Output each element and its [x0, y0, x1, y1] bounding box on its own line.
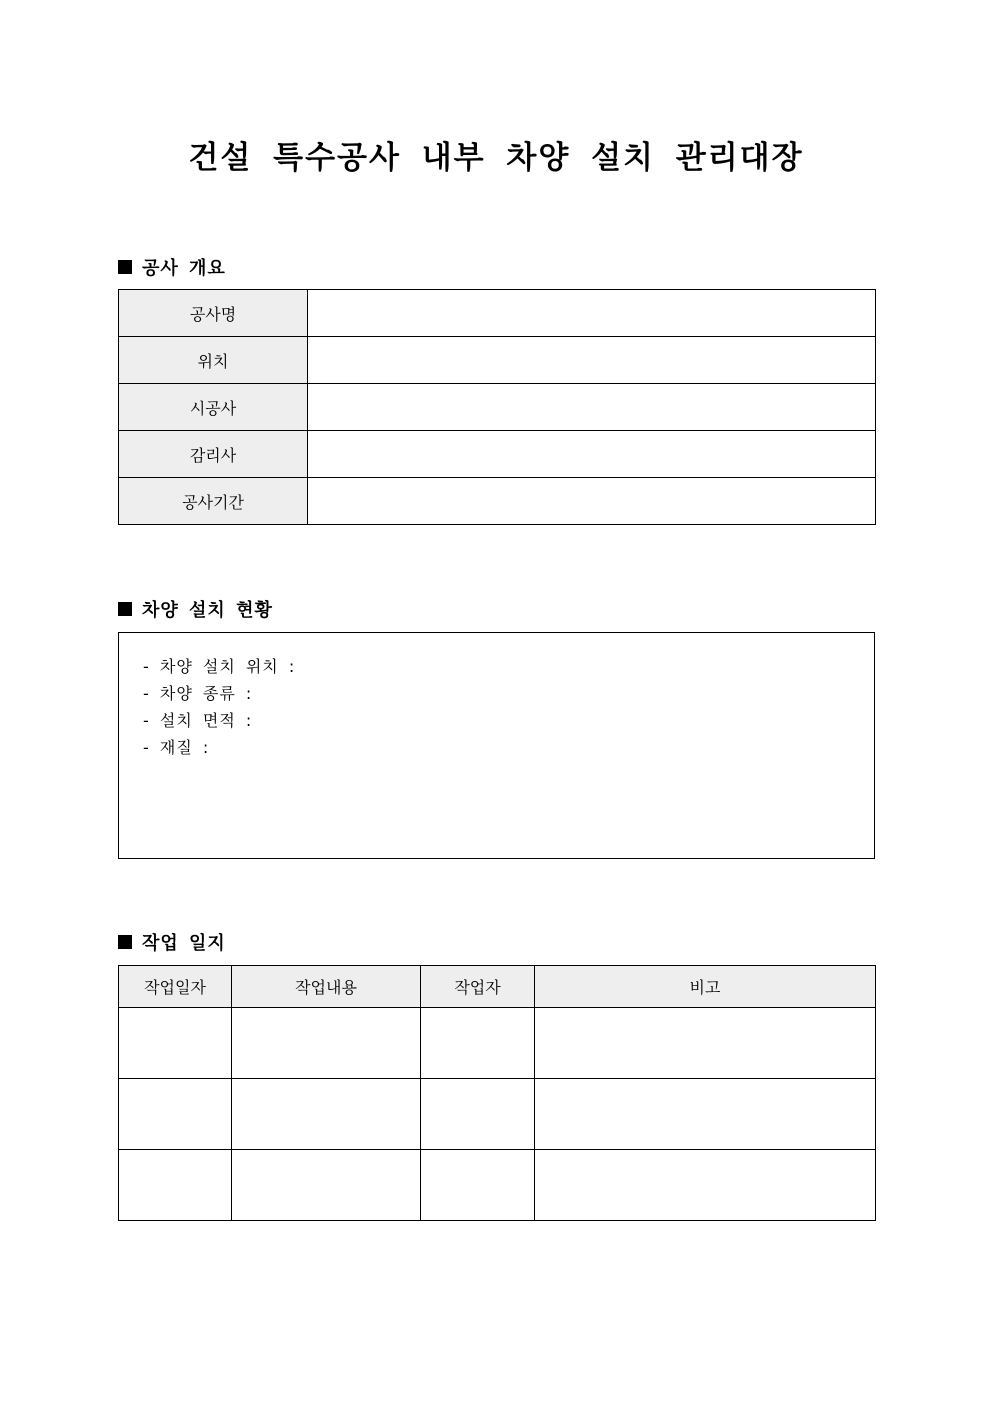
overview-value-period[interactable] — [308, 478, 876, 525]
worklog-cell-notes[interactable] — [535, 1079, 876, 1150]
overview-label-period: 공사기간 — [119, 478, 308, 525]
square-bullet-icon — [118, 602, 132, 616]
overview-heading-label: 공사 개요 — [142, 258, 226, 279]
overview-label-project-name: 공사명 — [119, 290, 308, 337]
page-title: 건설 특수공사 내부 차양 설치 관리대장 — [188, 140, 804, 176]
overview-row — [119, 478, 876, 525]
overview-table — [118, 289, 876, 525]
square-bullet-icon — [118, 260, 132, 274]
overview-label-location: 위치 — [119, 337, 308, 384]
worklog-cell-content[interactable] — [232, 1150, 421, 1221]
overview-value-contractor[interactable] — [308, 384, 876, 431]
status-item-location: - 차양 설치 위치 : — [143, 657, 296, 676]
status-box[interactable] — [118, 632, 875, 859]
worklog-cell-date[interactable] — [119, 1150, 232, 1221]
table-row — [119, 1079, 876, 1150]
overview-row — [119, 337, 876, 384]
worklog-heading — [118, 929, 226, 955]
overview-heading — [118, 254, 226, 280]
overview-row — [119, 384, 876, 431]
worklog-col-worker: 작업자 — [421, 966, 535, 1008]
overview-row — [119, 431, 876, 478]
overview-value-supervisor[interactable] — [308, 431, 876, 478]
worklog-cell-date[interactable] — [119, 1079, 232, 1150]
worklog-cell-notes[interactable] — [535, 1008, 876, 1079]
worklog-cell-content[interactable] — [232, 1008, 421, 1079]
status-item-area: - 설치 면적 : — [143, 711, 253, 730]
worklog-header-row — [119, 966, 876, 1008]
overview-label-supervisor: 감리사 — [119, 431, 308, 478]
worklog-cell-worker[interactable] — [421, 1079, 535, 1150]
worklog-cell-content[interactable] — [232, 1079, 421, 1150]
table-row — [119, 1008, 876, 1079]
worklog-cell-notes[interactable] — [535, 1150, 876, 1221]
overview-value-project-name[interactable] — [308, 290, 876, 337]
worklog-heading-label: 작업 일지 — [142, 933, 226, 954]
worklog-col-date: 작업일자 — [119, 966, 232, 1008]
square-bullet-icon — [118, 935, 132, 949]
worklog-cell-date[interactable] — [119, 1008, 232, 1079]
overview-row — [119, 290, 876, 337]
status-list — [119, 633, 874, 761]
status-item-material: - 재질 : — [143, 738, 210, 757]
status-item-type: - 차양 종류 : — [143, 684, 253, 703]
worklog-cell-worker[interactable] — [421, 1008, 535, 1079]
worklog-cell-worker[interactable] — [421, 1150, 535, 1221]
worklog-col-content: 작업내용 — [232, 966, 421, 1008]
worklog-table — [118, 965, 876, 1221]
overview-value-location[interactable] — [308, 337, 876, 384]
overview-label-contractor: 시공사 — [119, 384, 308, 431]
table-row — [119, 1150, 876, 1221]
status-heading — [118, 596, 273, 622]
worklog-col-notes: 비고 — [535, 966, 876, 1008]
status-heading-label: 차양 설치 현황 — [142, 600, 273, 621]
